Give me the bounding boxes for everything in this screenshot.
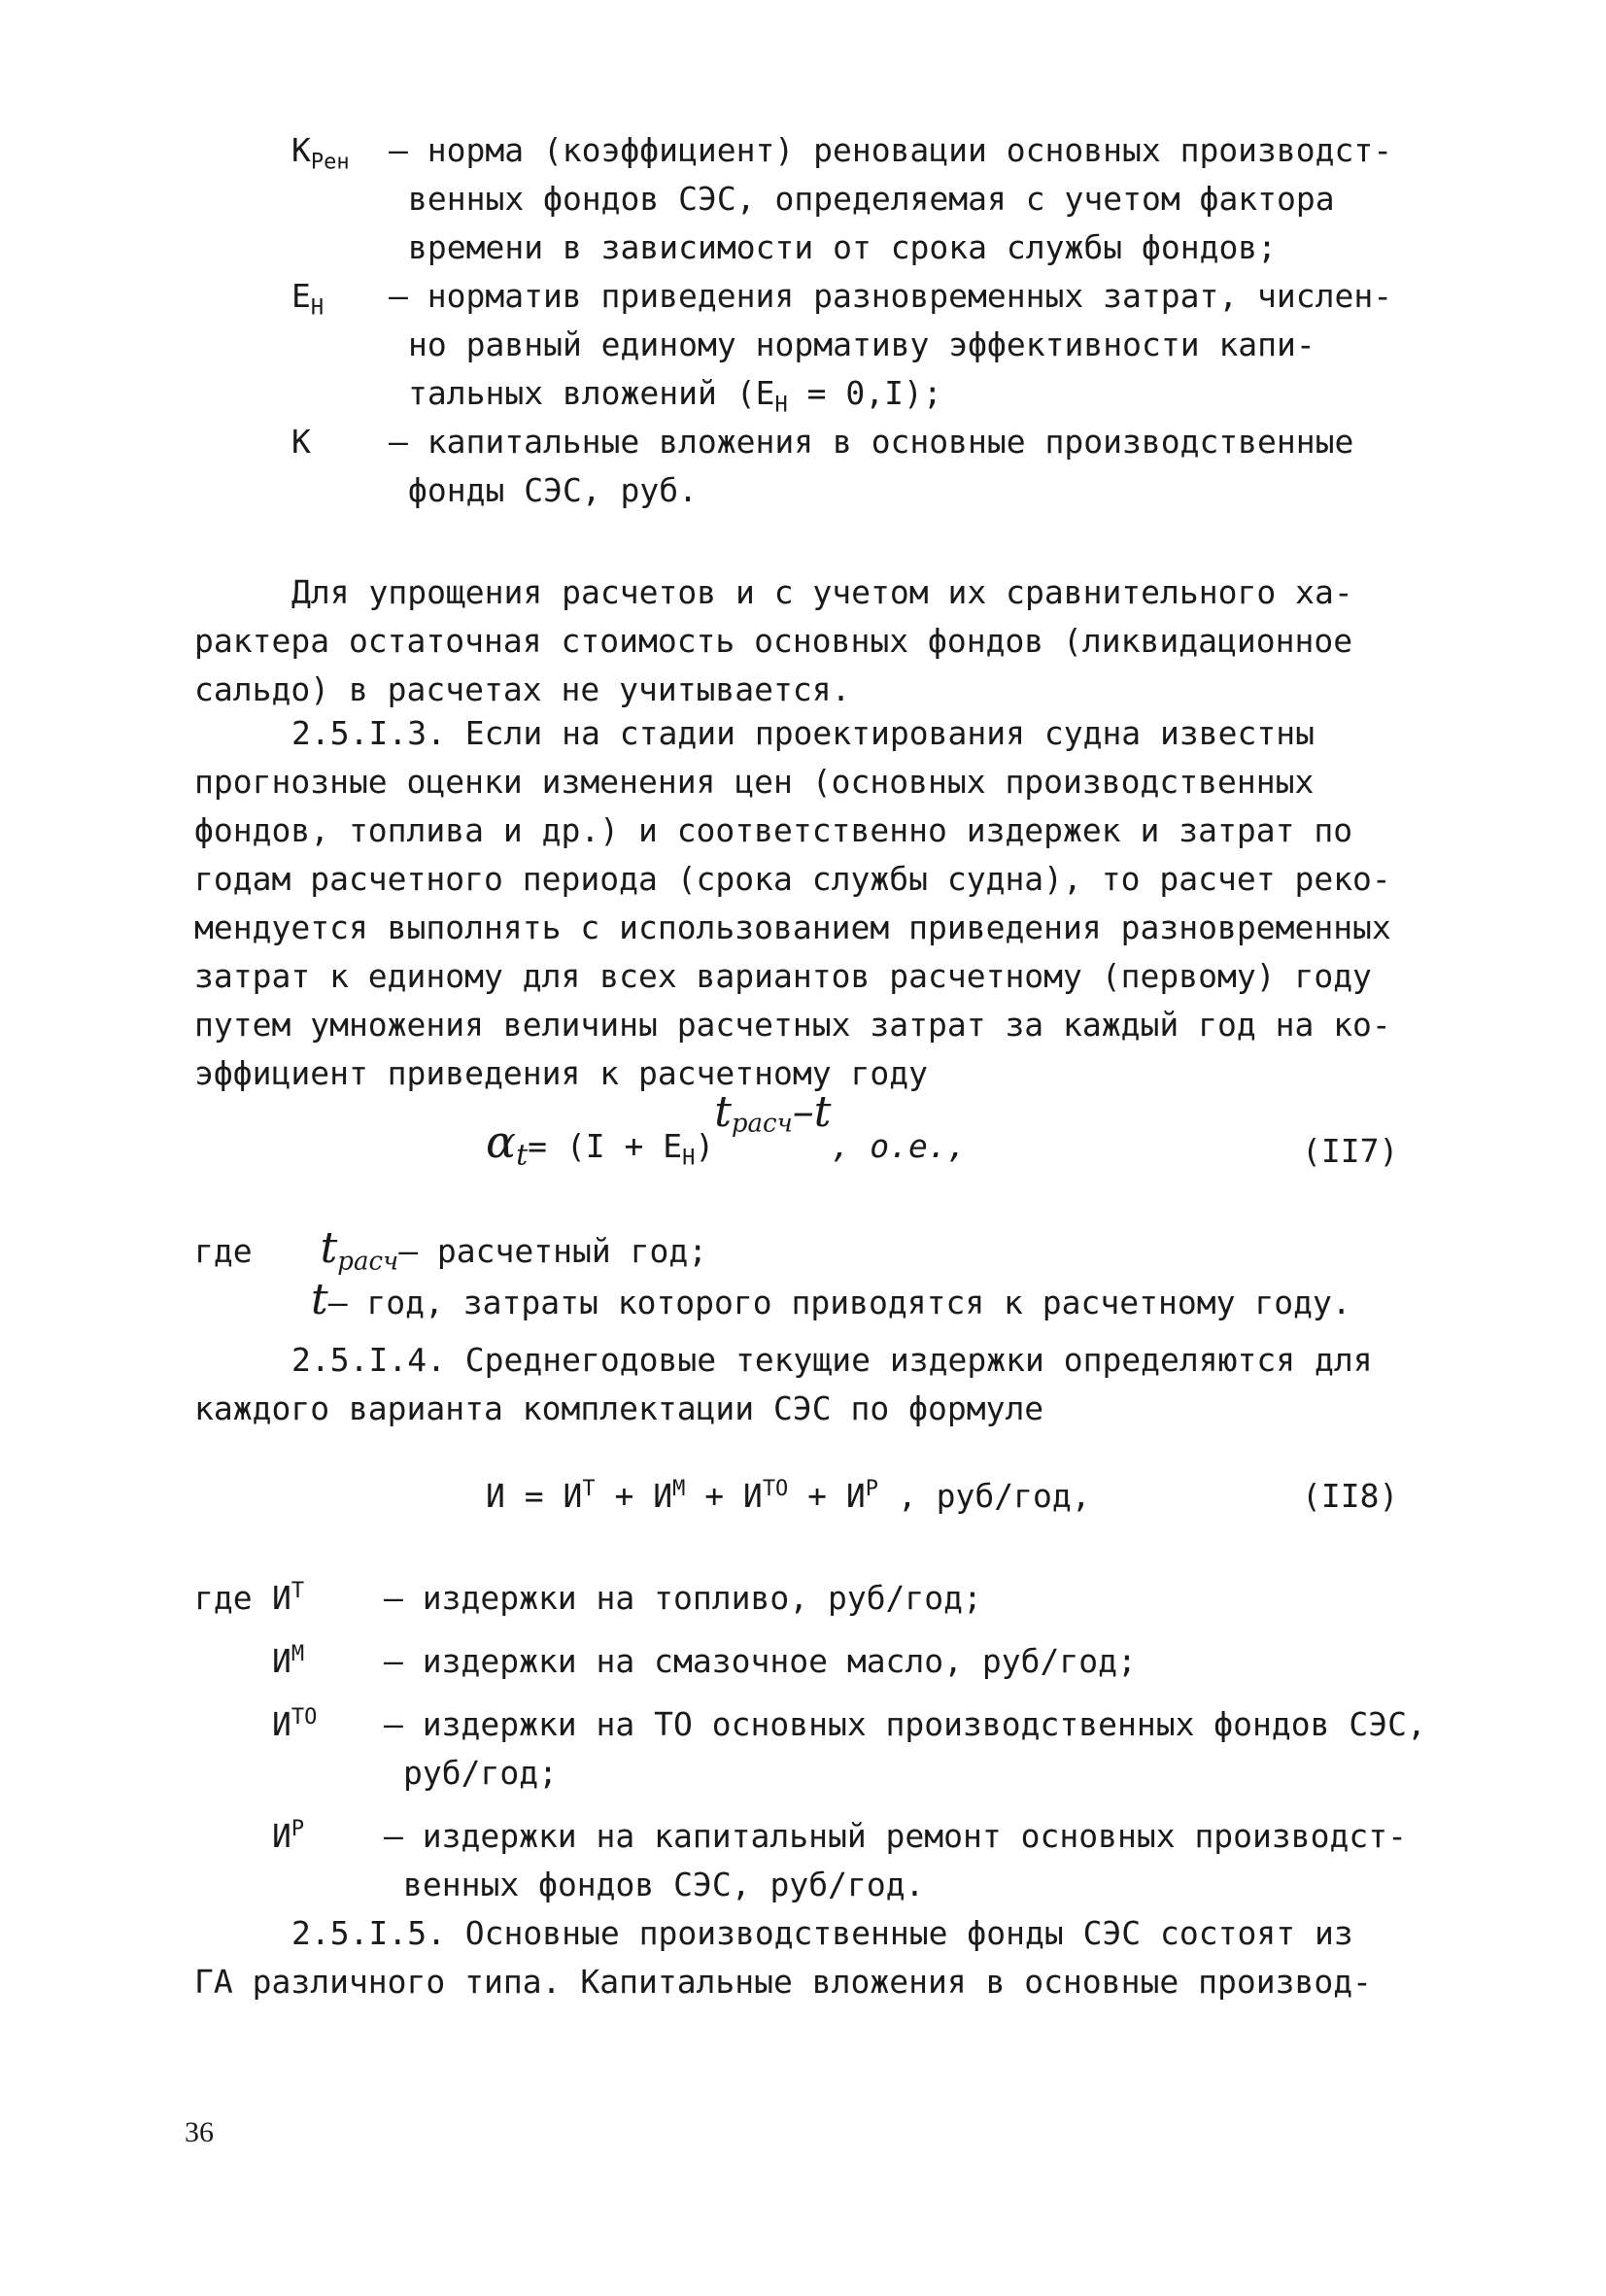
paragraph-line: мендуется выполнять с использованием приведения разновременных bbox=[194, 908, 1391, 946]
formula-close: ) bbox=[695, 1127, 715, 1165]
definition-line: но равный единому нормативу эффективности капи- bbox=[408, 326, 1316, 363]
paragraph-line: годам расчетного периода (срока службы судна), то расчет реко- bbox=[194, 860, 1391, 898]
definition-symbol: $Е_Н$ bbox=[291, 277, 325, 321]
where-line: t– год, затраты которого приводятся к расчетному году. bbox=[311, 1275, 1351, 1324]
paragraph-line: прогнозные оценки изменения цен (основных производственных bbox=[194, 763, 1315, 801]
definition-text bbox=[389, 418, 1418, 515]
formula-base: = (I + Е bbox=[528, 1127, 683, 1165]
paragraph-line: 2.5.I.5. Основные производственные фонды СЭС состоят из bbox=[291, 1914, 1353, 1952]
definition-symbol: $И^Р$ bbox=[272, 1817, 305, 1855]
definition-line: – издержки на топливо, руб/год; bbox=[384, 1579, 982, 1617]
paragraph-line: затрат к единому для всех вариантов расчетному (первому) году bbox=[194, 957, 1372, 995]
where-118-item-r bbox=[194, 1812, 1418, 1909]
definition-text bbox=[389, 272, 1418, 418]
paragraph-simplification bbox=[194, 568, 1418, 714]
definition-symbol: $И^М$ bbox=[272, 1642, 305, 1680]
where-117 bbox=[194, 1224, 1418, 1327]
definition-k bbox=[291, 418, 1418, 515]
paragraph-line: 2.5.I.4. Среднегодовые текущие издержки определяются для bbox=[291, 1341, 1373, 1379]
formula-117 bbox=[486, 1087, 967, 1173]
equation-number-118: (II8) bbox=[1302, 1477, 1399, 1515]
paragraph-2-5-1-4 bbox=[194, 1336, 1418, 1433]
definition-symbol: $К_{Рен}$ bbox=[291, 131, 350, 175]
definition-line: тальных вложений $(Е_Н = 0,I)$; bbox=[408, 374, 942, 418]
paragraph-line: сальдо) в расчетах не учитывается. bbox=[194, 670, 851, 708]
paragraph-line: путем умножения величины расчетных затрат за каждый год на ко- bbox=[194, 1006, 1391, 1044]
paragraph-line: фондов, топлива и др.) и соответственно издержек и затрат по bbox=[194, 811, 1353, 849]
paragraph-line: Для упрощения расчетов и с учетом их сравнительного ха- bbox=[291, 573, 1353, 611]
t-calc-symbol: t bbox=[320, 1223, 338, 1273]
where-118-item-m bbox=[194, 1637, 1418, 1686]
definition-line: фонды СЭС, руб. bbox=[408, 471, 699, 509]
definition-line: – норматив приведения разновременных затрат, числен- bbox=[389, 277, 1393, 315]
paragraph-line: ГА различного типа. Капитальные вложения в основные производ- bbox=[194, 1963, 1372, 2001]
definition-line: времени в зависимости от срока службы фондов; bbox=[408, 228, 1278, 266]
definition-line: венных фондов СЭС, руб/год. bbox=[403, 1866, 925, 1903]
definition-line: – издержки на смазочное масло, руб/год; bbox=[384, 1642, 1137, 1680]
definition-text bbox=[389, 126, 1418, 272]
definition-e-n bbox=[291, 272, 1418, 418]
formula-118: $И = И^Т + И^М + И^{ТО} + И^Р$ , руб/год, bbox=[486, 1477, 1091, 1515]
equation-number-117: (II7) bbox=[1302, 1132, 1399, 1170]
where-118-item-t bbox=[194, 1574, 1418, 1623]
formula-unit: , о.е., bbox=[831, 1127, 967, 1165]
t-symbol: t bbox=[311, 1275, 328, 1324]
definition-line: – издержки на ТО основных производственных фондов СЭС, bbox=[384, 1705, 1426, 1743]
page-number: 36 bbox=[185, 2116, 214, 2148]
where-label: где bbox=[194, 1232, 253, 1270]
paragraph-line: 2.5.I.3. Если на стадии проектирования судна известны bbox=[291, 714, 1315, 752]
definition-k-ren bbox=[291, 126, 1418, 272]
where-line: где $t_{расч}-$ расчетный год; bbox=[194, 1223, 708, 1277]
where-label: где bbox=[194, 1579, 253, 1617]
definition-symbol: $И^Т$ bbox=[272, 1579, 305, 1617]
paragraph-2-5-1-3 bbox=[194, 709, 1418, 1098]
definition-symbol: К bbox=[291, 423, 311, 461]
definition-line: – издержки на капитальный ремонт основных производст- bbox=[384, 1817, 1407, 1855]
definition-line: – капитальные вложения в основные производственные bbox=[389, 423, 1354, 461]
definition-symbol: $И^{ТО}$ bbox=[272, 1705, 318, 1743]
where-118-item-to bbox=[194, 1700, 1426, 1798]
paragraph-line: эффициент приведения к расчетному году bbox=[194, 1054, 928, 1092]
paragraph-line: каждого варианта комплектации СЭС по формуле bbox=[194, 1389, 1044, 1427]
formula-alpha-sub: t bbox=[516, 1138, 529, 1173]
paragraph-2-5-1-5 bbox=[194, 1909, 1418, 2006]
paragraph-line: рактера остаточная стоимость основных фондов (ликвидационное bbox=[194, 622, 1353, 660]
formula-base-sub: Н bbox=[682, 1146, 696, 1171]
definition-line: руб/год; bbox=[403, 1754, 558, 1792]
definition-line: венных фондов СЭС, определяемая с учетом фактора bbox=[408, 180, 1335, 218]
formula-alpha: α bbox=[486, 1115, 517, 1168]
definition-line: – норма (коэффициент) реновации основных производст- bbox=[389, 131, 1393, 169]
formula-exponent: tрасч–t bbox=[714, 1087, 832, 1139]
